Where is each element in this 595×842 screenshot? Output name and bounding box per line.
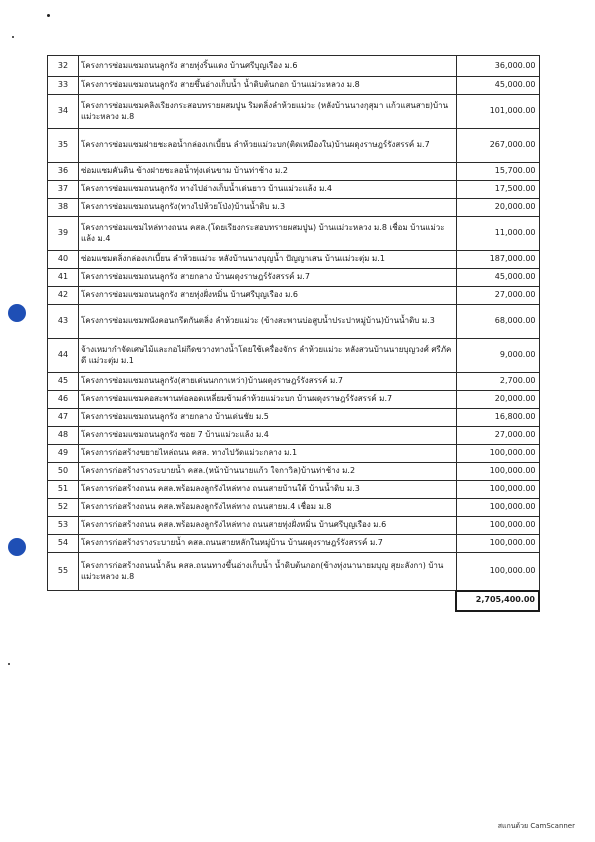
row-number: 46 — [48, 391, 79, 409]
table-row — [48, 391, 540, 409]
row-number: 52 — [48, 499, 79, 517]
budget-amount: 16,800.00 — [456, 409, 539, 427]
budget-amount: 27,000.00 — [456, 427, 539, 445]
budget-amount: 20,000.00 — [456, 391, 539, 409]
total-spacer — [48, 591, 79, 611]
budget-table — [47, 55, 540, 612]
table-row — [48, 339, 540, 373]
row-number: 49 — [48, 445, 79, 463]
project-description: โครงการซ่อมแซมถนนลูกรัง สายขึ้นอ่างเก็บน้ำ น้ำดิบต้นกอก บ้านแม่วะหลวง ม.8 — [79, 77, 457, 95]
scanner-watermark: สแกนด้วย CamScanner — [497, 822, 575, 830]
row-number: 35 — [48, 129, 79, 163]
row-number: 42 — [48, 287, 79, 305]
project-description: โครงการซ่อมแซมพนังคอนกรีตกันตลิ่ง ลำห้วยแม่วะ (ข้างสะพานบ่อสูบน้ำประปาหมู่บ้าน)บ้านน้ำดิบ ม.3 — [79, 305, 457, 339]
table-row — [48, 409, 540, 427]
budget-amount: 11,000.00 — [456, 217, 539, 251]
budget-amount: 100,000.00 — [456, 445, 539, 463]
row-number: 39 — [48, 217, 79, 251]
budget-amount: 27,000.00 — [456, 287, 539, 305]
table-row — [48, 181, 540, 199]
row-number: 34 — [48, 95, 79, 129]
table-row — [48, 95, 540, 129]
row-number: 33 — [48, 77, 79, 95]
budget-amount: 17,500.00 — [456, 181, 539, 199]
table-row — [48, 463, 540, 481]
budget-amount: 267,000.00 — [456, 129, 539, 163]
project-description: โครงการก่อสร้างขยายไหล่ถนน คสล. ทางไปวัดแม่วะกลาง ม.1 — [79, 445, 457, 463]
table-row — [48, 517, 540, 535]
budget-amount: 100,000.00 — [456, 517, 539, 535]
budget-amount: 100,000.00 — [456, 535, 539, 553]
row-number: 37 — [48, 181, 79, 199]
budget-amount: 100,000.00 — [456, 553, 539, 591]
project-description: ซ่อมแซมคันดิน ข้างฝายชะลอน้ำทุ่งเด่นขาม บ้านท่าช้าง ม.2 — [79, 163, 457, 181]
table-row — [48, 553, 540, 591]
table-row — [48, 251, 540, 269]
table-row — [48, 305, 540, 339]
table-row — [48, 163, 540, 181]
budget-amount: 2,700.00 — [456, 373, 539, 391]
table-row — [48, 481, 540, 499]
project-description: โครงการซ่อมแซมถนนลูกรัง(สายเด่นนกกาเหว่า)บ้านผดุงราษฎร์รังสรรค์ ม.7 — [79, 373, 457, 391]
project-description: โครงการซ่อมแซมคลิงเรียงกระสอบทรายผสมปูน ริมตลิ่งลำห้วยแม่วะ (หลังบ้านนางกุสุมา แก้วแสนสาย)บ้านแม่วะหลวง ม.8 — [79, 95, 457, 129]
budget-amount: 101,000.00 — [456, 95, 539, 129]
row-number: 47 — [48, 409, 79, 427]
project-description: โครงการซ่อมแซมถนนลูกรัง สายทุ่งฝั่งหมิ่น บ้านศรีบุญเรือง ม.6 — [79, 287, 457, 305]
grand-total: 2,705,400.00 — [456, 591, 539, 611]
project-description: โครงการซ่อมแซมถนนลูกรัง ซอย 7 บ้านแม่วะแล้ง ม.4 — [79, 427, 457, 445]
table-row — [48, 373, 540, 391]
project-description: โครงการก่อสร้างถนน คสล.พร้อมลงลูกรังไหล่ทาง ถนนสายบ้านใต้ บ้านน้ำดิบ ม.3 — [79, 481, 457, 499]
row-number: 44 — [48, 339, 79, 373]
row-number: 40 — [48, 251, 79, 269]
project-description: โครงการก่อสร้างถนน คสล.พร้อมลงลูกรังไหล่ทาง ถนนสายม.4 เชื่อม ม.8 — [79, 499, 457, 517]
project-description: โครงการก่อสร้างถนนน้ำล้น คสล.ถนนทางขึ้นอ่างเก็บน้ำ น้ำดิบต้นกอก(ข้างทุ่งนานายมบุญ สุยะลังกา) บ้านแม่วะหลวง ม.8 — [79, 553, 457, 591]
project-description: โครงการซ่อมแซมคอสะพานท่อลอดเหลี่ยมข้ามลำห้วยแม่วะบก บ้านผดุงราษฎร์รังสรรค์ ม.7 — [79, 391, 457, 409]
row-number: 45 — [48, 373, 79, 391]
budget-amount: 20,000.00 — [456, 199, 539, 217]
row-number: 54 — [48, 535, 79, 553]
row-number: 38 — [48, 199, 79, 217]
table-row — [48, 199, 540, 217]
budget-amount: 9,000.00 — [456, 339, 539, 373]
row-number: 36 — [48, 163, 79, 181]
budget-amount: 100,000.00 — [456, 481, 539, 499]
budget-amount: 100,000.00 — [456, 463, 539, 481]
project-description: โครงการซ่อมแซมถนนลูกรัง สายกลาง บ้านผดุงราษฎร์รังสรรค์ ม.7 — [79, 269, 457, 287]
budget-amount: 36,000.00 — [456, 56, 539, 77]
table-row — [48, 445, 540, 463]
table-row — [48, 217, 540, 251]
project-description: โครงการซ่อมแซมถนนลูกรัง(ทางไปห้วยโป่ง)บ้านน้ำดิบ ม.3 — [79, 199, 457, 217]
project-description: โครงการซ่อมแซมฝายชะลอน้ำกล่องเกเบี้ยน ลำห้วยแม่วะบก(ติดเหมืองใน)บ้านผดุงราษฎร์รังสรรค์ ม.7 — [79, 129, 457, 163]
row-number: 53 — [48, 517, 79, 535]
scan-speck — [47, 14, 50, 17]
project-description: โครงการซ่อมแซมถนนลูกรัง สายทุ่งริ้นแดง บ้านศรีบุญเรือง ม.6 — [79, 56, 457, 77]
project-description: โครงการซ่อมแซมถนนลูกรัง ทางไปอ่างเก็บน้ำเด่นยาว บ้านแม่วะแล้ง ม.4 — [79, 181, 457, 199]
table-row — [48, 77, 540, 95]
budget-amount: 15,700.00 — [456, 163, 539, 181]
project-description: โครงการซ่อมแซมถนนลูกรัง สายกลาง บ้านเด่นชัย ม.5 — [79, 409, 457, 427]
punch-hole — [8, 304, 26, 322]
project-description: โครงการซ่อมแซมไหล่ทางถนน คสล.(โดยเรียงกระสอบทรายผสมปูน) บ้านแม่วะหลวง ม.8 เชื่อม บ้านแม่วะแล้ง ม.4 — [79, 217, 457, 251]
table-row — [48, 129, 540, 163]
scan-speck — [8, 663, 10, 665]
project-description: โครงการก่อสร้างถนน คสล.พร้อมลงลูกรังไหล่ทาง ถนนสายทุ่งฝั่งหมิ่น บ้านศรีบุญเรือง ม.6 — [79, 517, 457, 535]
row-number: 43 — [48, 305, 79, 339]
table-row — [48, 427, 540, 445]
row-number: 32 — [48, 56, 79, 77]
total-spacer — [79, 591, 457, 611]
budget-amount: 45,000.00 — [456, 269, 539, 287]
budget-amount: 100,000.00 — [456, 499, 539, 517]
row-number: 50 — [48, 463, 79, 481]
project-description: ซ่อมแซมตลิ่งกล่องเกเบี้ยน ลำห้วยแม่วะ หลังบ้านนางบุญน้ำ ปัญญาเสน บ้านแม่วะตุ่ม ม.1 — [79, 251, 457, 269]
project-description: จ้างเหมากำจัดเศษไม้และกอไผ่กีดขวางทางน้ำโดยใช้เครื่องจักร ลำห้วยแม่วะ หลังสวนบ้านนายบุญวงศ์ ศรีภัคดี แม่วะตุ่ม ม.1 — [79, 339, 457, 373]
table-row — [48, 287, 540, 305]
table-row — [48, 269, 540, 287]
budget-amount: 45,000.00 — [456, 77, 539, 95]
row-number: 51 — [48, 481, 79, 499]
row-number: 55 — [48, 553, 79, 591]
scan-speck — [12, 36, 14, 38]
budget-amount: 187,000.00 — [456, 251, 539, 269]
row-number: 41 — [48, 269, 79, 287]
project-description: โครงการก่อสร้างรางระบายน้ำ คสล.ถนนสายหลักในหมู่บ้าน บ้านผดุงราษฎร์รังสรรค์ ม.7 — [79, 535, 457, 553]
punch-hole — [8, 538, 26, 556]
total-row — [48, 591, 540, 611]
table-row — [48, 499, 540, 517]
project-description: โครงการก่อสร้างรางระบายน้ำ คสล.(หน้าบ้านนายแก้ว ใจกาวิล)บ้านท่าช้าง ม.2 — [79, 463, 457, 481]
table-row — [48, 535, 540, 553]
table-row — [48, 56, 540, 77]
budget-amount: 68,000.00 — [456, 305, 539, 339]
row-number: 48 — [48, 427, 79, 445]
